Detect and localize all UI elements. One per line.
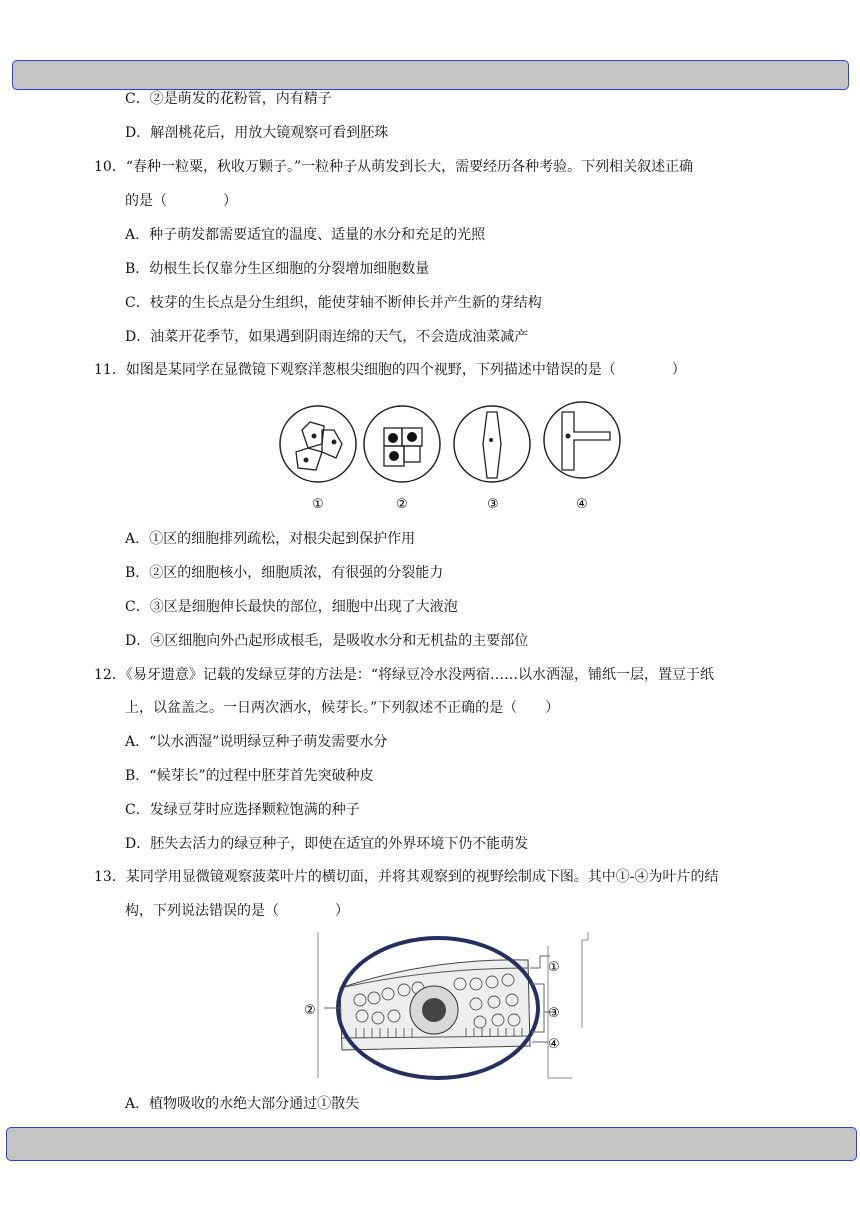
q11-option-c: C．③区是细胞伸长最快的部位，细胞中出现了大液泡 <box>125 599 458 615</box>
q13-stem: 13．某同学用显微镜观察菠菜叶片的横切面，并将其观察到的视野绘制成下图。其中①-④为叶片的结 <box>94 869 719 885</box>
view-3-label: ③ <box>487 497 499 512</box>
leaf-label-1: ① <box>548 960 560 975</box>
q10-stem: 10．“春种一粒粟，秋收万颗子。”一粒种子从萌发到长大，需要经历各种考验。下列相关叙述正确 <box>94 159 694 175</box>
q10-option-a: A．种子萌发都需要适宜的温度、适量的水分和充足的光照 <box>125 227 486 243</box>
leaf-tissue <box>340 960 530 1050</box>
q10-option-d: D．油菜开花季节，如果遇到阴雨连绵的天气，不会造成油菜减产 <box>125 329 529 345</box>
q9-option-c: C．②是萌发的花粉管，内有精子 <box>125 91 332 107</box>
q11-stem: 11．如图是某同学在显微镜下观察洋葱根尖细胞的四个视野，下列描述中错误的是（ ） <box>94 362 686 378</box>
leaf-cross-section-figure <box>300 928 592 1082</box>
q11-option-b: B．②区的细胞核小，细胞质浓，有很强的分裂能力 <box>125 565 444 581</box>
q12-stem-cont: 上，以盆盖之。一日两次洒水，候芽长。”下列叙述不正确的是（ ） <box>125 700 560 716</box>
view-2-meristem <box>364 406 440 482</box>
q12-option-a: A．“以水洒湿”说明绿豆种子萌发需要水分 <box>125 734 388 750</box>
view-1-root-cap <box>280 406 356 482</box>
view-1-label: ① <box>312 497 324 512</box>
view-2-label: ② <box>396 497 408 512</box>
q12-option-b: B．“候芽长”的过程中胚芽首先突破种皮 <box>125 768 374 784</box>
q10-option-b: B．幼根生长仅靠分生区细胞的分裂增加细胞数量 <box>125 261 430 277</box>
q9-option-d: D．解剖桃花后，用放大镜观察可看到胚珠 <box>125 125 389 141</box>
q12-option-c: C．发绿豆芽时应选择颗粒饱满的种子 <box>125 802 360 818</box>
q12-option-d: D．胚失去活力的绿豆种子，即使在适宜的外界环境下仍不能萌发 <box>125 836 529 852</box>
q11-option-a: A．①区的细胞排列疏松，对根尖起到保护作用 <box>125 531 416 547</box>
q13-stem-cont: 构，下列说法错误的是（ ） <box>125 903 349 919</box>
q10-option-c: C．枝芽的生长点是分生组织，能使芽轴不断伸长并产生新的芽结构 <box>125 295 542 311</box>
leaf-label-4: ④ <box>548 1037 560 1052</box>
leaf-label-3: ③ <box>548 1006 560 1021</box>
q12-stem: 12．《易牙遗意》记载的发绿豆芽的方法是：“将绿豆冷水没两宿……以水洒湿，铺纸一层，置豆于纸 <box>94 667 714 683</box>
q10-stem-cont: 的是（ ） <box>125 193 237 209</box>
leaf-label-2: ② <box>304 1003 316 1018</box>
header-bar <box>12 60 849 90</box>
q11-option-d: D．④区细胞向外凸起形成根毛，是吸收水分和无机盐的主要部位 <box>125 633 529 649</box>
q13-option-a: A．植物吸收的水绝大部分通过①散失 <box>125 1096 360 1112</box>
view-3-elongation <box>454 406 530 482</box>
root-tip-cells-figure <box>276 400 626 516</box>
view-4-root-hair <box>544 402 620 478</box>
footer-bar <box>6 1127 857 1161</box>
view-4-label: ④ <box>576 497 588 512</box>
